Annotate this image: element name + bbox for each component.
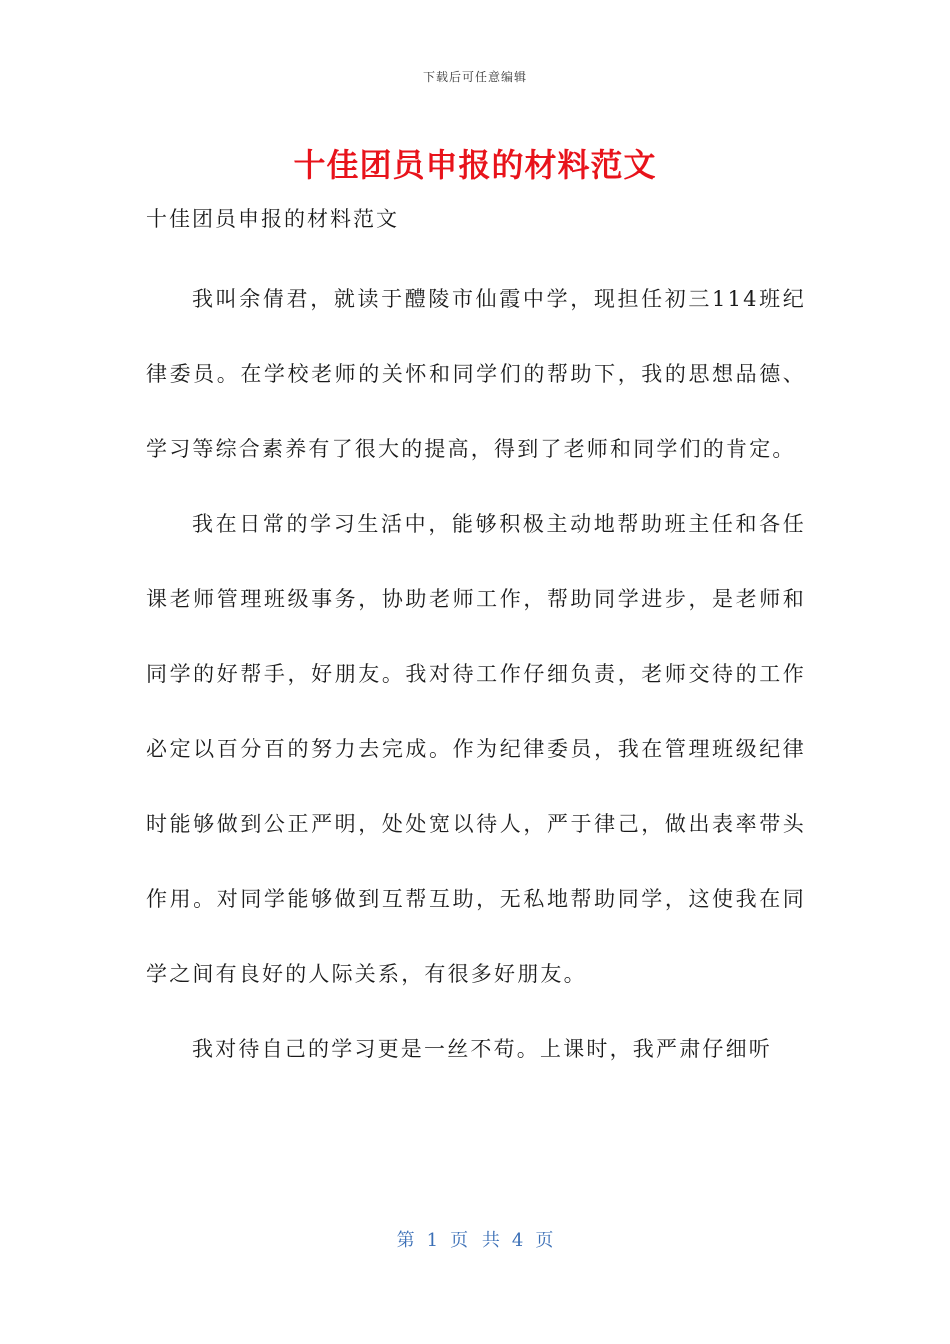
page-label-mid: 页 共 [450, 1230, 500, 1251]
paragraph-1: 我叫余倩君，就读于醴陵市仙霞中学，现担任初三114班纪律委员。在学校老师的关怀和同学们的帮助下，我的思想品德、学习等综合素养有了很大的提高，得到了老师和同学们的肯定。 [146, 287, 806, 461]
header-note: 下载后可任意编辑 [422, 70, 527, 84]
document-body [146, 262, 806, 1087]
page-label-suffix: 页 [535, 1230, 554, 1251]
document-title: 十佳团员申报的材料范文 [293, 146, 657, 184]
page-current: 1 [426, 1230, 439, 1251]
paragraph-2: 我在日常的学习生活中，能够积极主动地帮助班主任和各任课老师管理班级事务，协助老师工作，帮助同学进步，是老师和同学的好帮手，好朋友。我对待工作仔细负责，老师交待的工作必定以百分百的努力去完成。作为纪律委员，我在管理班级纪律时能够做到公正严明，处处宽以待人，严于律己，做出表率带头作用。对同学能够做到互帮互助，无私地帮助同学，这使我在同学之间有良好的人际关系，有很多好朋友。 [146, 512, 806, 986]
page-label-prefix: 第 [396, 1230, 415, 1251]
document-subtitle: 十佳团员申报的材料范文 [146, 207, 399, 231]
page-number-footer [0, 1226, 950, 1252]
page-total: 4 [511, 1230, 524, 1251]
paragraph-3: 我对待自己的学习更是一丝不苟。上课时，我严肃仔细听 [192, 1037, 772, 1061]
